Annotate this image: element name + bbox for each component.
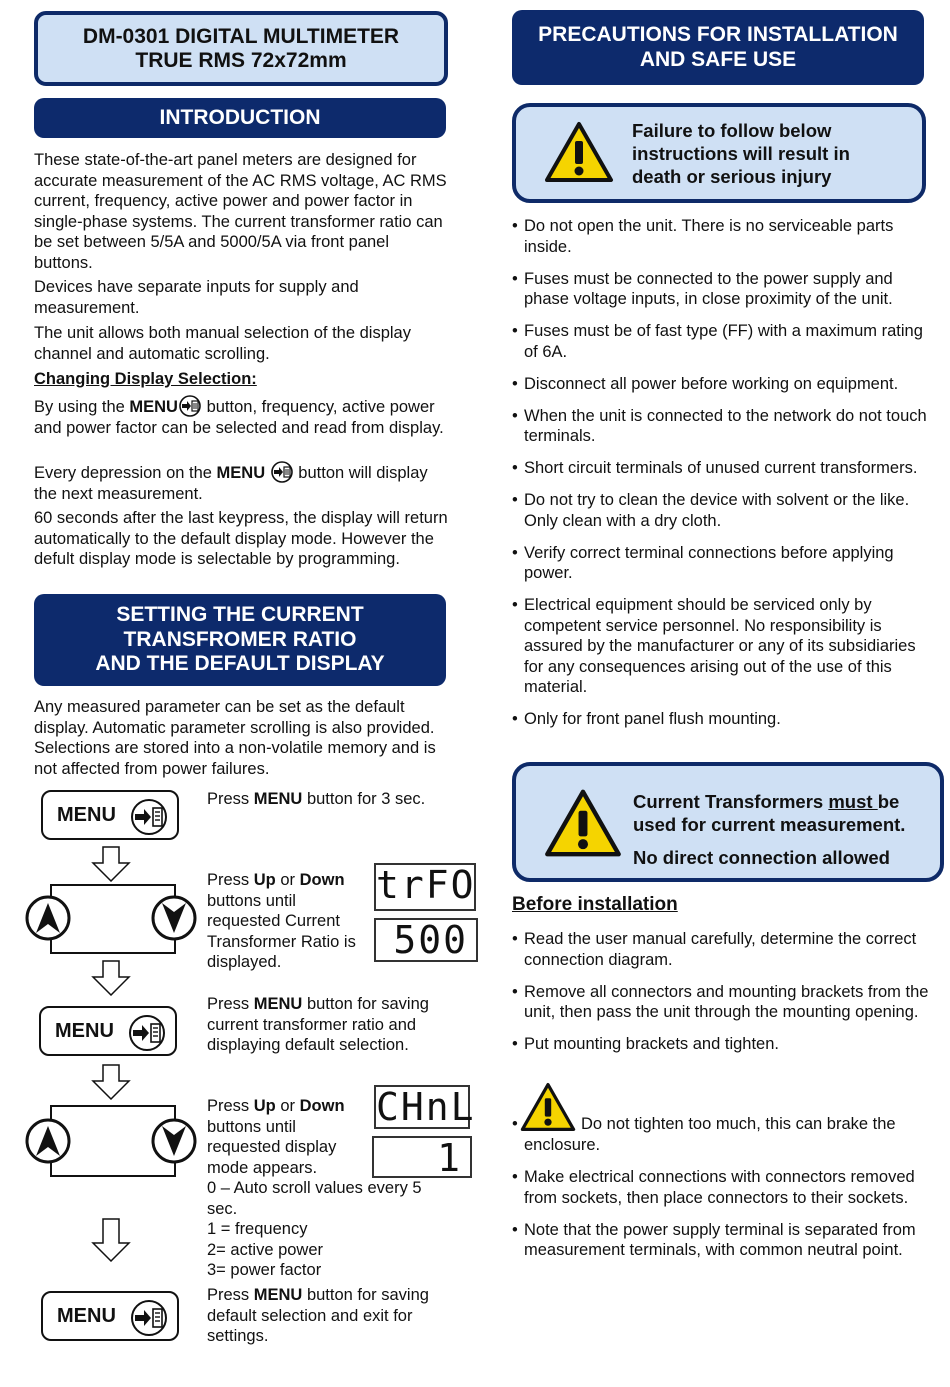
text-fragment: button, frequency, active power and power factor can be selected and read from display.: [34, 398, 444, 437]
intro-paragraph-2: Devices have separate inputs for supply and measurement.: [34, 278, 359, 317]
text-fragment: button for saving default selection and exit for settings.: [207, 1286, 429, 1345]
ct-warning-line-3: No direct connection allowed: [633, 847, 890, 868]
changing-paragraph-2: [34, 461, 452, 504]
mode-option-3: 3= power factor: [207, 1261, 322, 1279]
menu-enter-icon: [178, 395, 202, 417]
setting-header-line-2: TRANSFROMER RATIO: [123, 627, 357, 651]
ct-warning-text: [633, 790, 933, 869]
intro-paragraph-1: These state-of-the-art panel meters are designed for accurate measurement of the AC RMS voltage, AC RMS current, frequency, active power and power factor in single-phase systems. The current transformer ratio can be set between 5/5A and 5000/5A via front panel buttons.: [34, 151, 447, 272]
setting-paragraph: Any measured parameter can be set as the default display. Automatic parameter scrolling is also provided. Selections are stored into a non-volatile memory and is not affected from power failures.: [34, 698, 436, 778]
lcd-display-trfo: trFO: [374, 863, 476, 911]
danger-warning-line-3: death or serious injury: [632, 166, 832, 187]
danger-warning-text: [632, 119, 850, 188]
precautions-header-line-2: AND SAFE USE: [639, 47, 797, 71]
menu-word: MENU: [253, 1286, 303, 1304]
mode-option-0: 0 – Auto scroll values every 5 sec.: [207, 1179, 422, 1218]
text-fragment: or: [275, 1097, 300, 1115]
list-item: • Verify correct terminal connections before applying power.: [512, 543, 932, 584]
list-item: • Fuses must be of fast type (FF) with a maximum rating of 6A.: [512, 321, 932, 362]
flow-down-arrow-icon: [91, 1218, 131, 1262]
before-installation-heading: Before installation: [512, 894, 678, 915]
mode-option-2: 2= active power: [207, 1240, 324, 1259]
menu-word: MENU: [253, 790, 303, 808]
mode-option-1: 1 = frequency: [207, 1220, 308, 1238]
menu-button-label: MENU: [57, 804, 116, 826]
list-item: • Fuses must be connected to the power supply and phase voltage inputs, in close proximity of the unit.: [512, 269, 932, 310]
list-item: • Put mounting brackets and tighten.: [512, 1034, 932, 1055]
list-item: • When the unit is connected to the network do not touch terminals.: [512, 406, 932, 447]
menu-enter-icon: [129, 798, 169, 842]
setting-header-line-3: AND THE DEFAULT DISPLAY: [95, 652, 385, 676]
list-item: • Only for front panel flush mounting.: [512, 709, 932, 730]
changing-paragraph-1: [34, 395, 452, 438]
title-line-2: TRUE RMS 72x72mm: [135, 48, 347, 72]
changing-paragraph-3: 60 seconds after the last keypress, the display will return automatically to the default display mode. However the defult display mode is selectable by programming.: [34, 509, 448, 568]
text-fragment: button will display the next measurement.: [34, 464, 428, 503]
up-word: Up: [253, 1097, 276, 1115]
text-fragment: button for saving current transformer ratio and displaying default selection.: [207, 995, 429, 1054]
danger-warning-line-2: instructions will result in: [632, 143, 850, 164]
menu-button-step-1: [41, 790, 179, 840]
setting-header-line-1: SETTING THE CURRENT: [116, 603, 364, 627]
step-4-instruction: [207, 1096, 367, 1178]
text-fragment: or: [275, 871, 300, 889]
down-word: Down: [299, 1097, 345, 1115]
step-5-text: [207, 1285, 442, 1347]
text-fragment: be used for current measurement.: [633, 791, 906, 835]
menu-word: MENU: [129, 398, 178, 416]
warning-triangle-icon: [544, 121, 614, 183]
text-fragment: button for 3 sec.: [302, 790, 426, 808]
setting-header: [34, 594, 446, 686]
must-word: must: [828, 791, 878, 812]
flow-down-arrow-icon: [91, 1064, 131, 1100]
list-item: • Remove all connectors and mounting brackets from the unit, then pass the unit through the mounting opening.: [512, 982, 932, 1023]
menu-enter-icon: [127, 1014, 167, 1058]
list-item: • Do not try to clean the device with solvent or the like. Only clean with a dry cloth.: [512, 490, 932, 531]
down-arrow-icon: [151, 1118, 197, 1164]
danger-warning-box: [512, 103, 926, 203]
warning-triangle-icon: [520, 1082, 576, 1132]
text-fragment: Current Transformers: [633, 791, 829, 812]
step-3-text: [207, 994, 447, 1056]
document-title: [34, 11, 448, 86]
step-2-text: [207, 870, 372, 973]
list-item: • Do not open the unit. There is no serviceable parts inside.: [512, 216, 932, 257]
list-item: [512, 1114, 932, 1155]
intro-paragraph-3: The unit allows both manual selection of the display channel and automatic scrolling.: [34, 324, 411, 363]
menu-word: MENU: [216, 464, 266, 482]
down-word: Down: [299, 871, 345, 889]
precautions-list: [512, 216, 932, 741]
before-installation-warning-item: [512, 1114, 932, 1167]
menu-button-label: MENU: [57, 1305, 116, 1327]
precautions-header: [512, 10, 924, 85]
down-arrow-icon: [151, 895, 197, 941]
warning-triangle-icon: [544, 788, 622, 858]
menu-button-step-5: [41, 1291, 179, 1341]
lcd-display-chnl: CHnL: [376, 1085, 476, 1129]
before-installation-list: [512, 929, 932, 1066]
flow-down-arrow-icon: [91, 960, 131, 996]
up-word: Up: [253, 871, 276, 889]
before-installation-list-2: [512, 1167, 932, 1272]
title-line-1: DM-0301 DIGITAL MULTIMETER: [82, 24, 400, 48]
text-fragment: Press: [207, 1286, 254, 1304]
danger-warning-line-1: Failure to follow below: [632, 120, 832, 141]
list-item: • Disconnect all power before working on equipment.: [512, 374, 932, 395]
text-fragment: Press: [207, 790, 254, 808]
lcd-display-mode: 1: [372, 1136, 472, 1178]
list-item-text: Do not tighten too much, this can brake the enclosure.: [524, 1115, 896, 1154]
list-item: • Electrical equipment should be serviced only by competent service personnel. No responsibility is assured by the manufacturer or any of its subsidiaries for any consequences arising out of the use of this material.: [512, 595, 932, 698]
up-arrow-icon: [25, 895, 71, 941]
lcd-display-ratio: 500: [374, 918, 478, 962]
menu-button-label: MENU: [55, 1020, 114, 1042]
step-1-text: [207, 789, 447, 810]
up-arrow-icon: [25, 1118, 71, 1164]
introduction-header-text: INTRODUCTION: [159, 105, 321, 129]
flow-down-arrow-icon: [91, 846, 131, 882]
list-item: • Short circuit terminals of unused current transformers.: [512, 458, 932, 479]
text-fragment: Press: [207, 995, 254, 1013]
menu-enter-icon: [270, 461, 294, 483]
introduction-header: [34, 98, 446, 138]
text-fragment: Every depression on the: [34, 464, 217, 482]
changing-display-heading: Changing Display Selection:: [34, 370, 257, 388]
list-item: • Make electrical connections with connectors removed from sockets, then place connectors to their sockets.: [512, 1167, 932, 1208]
menu-button-step-3: [39, 1006, 177, 1056]
text-fragment: buttons until requested Current Transformer Ratio is displayed.: [207, 891, 356, 971]
list-item: • Read the user manual carefully, determine the correct connection diagram.: [512, 929, 932, 970]
text-fragment: By using the: [34, 398, 130, 416]
list-item: • Note that the power supply terminal is separated from measurement terminals, with common neutral point.: [512, 1220, 932, 1261]
ct-warning-line-1: [633, 790, 933, 836]
text-fragment: Press: [207, 871, 254, 889]
menu-word: MENU: [253, 995, 303, 1013]
ct-warning-box: [512, 762, 944, 882]
menu-enter-icon: [129, 1299, 169, 1343]
precautions-header-line-1: PRECAUTIONS FOR INSTALLATION: [538, 23, 898, 46]
text-fragment: buttons until requested display mode appears.: [207, 1117, 337, 1177]
text-fragment: Press: [207, 1097, 254, 1115]
